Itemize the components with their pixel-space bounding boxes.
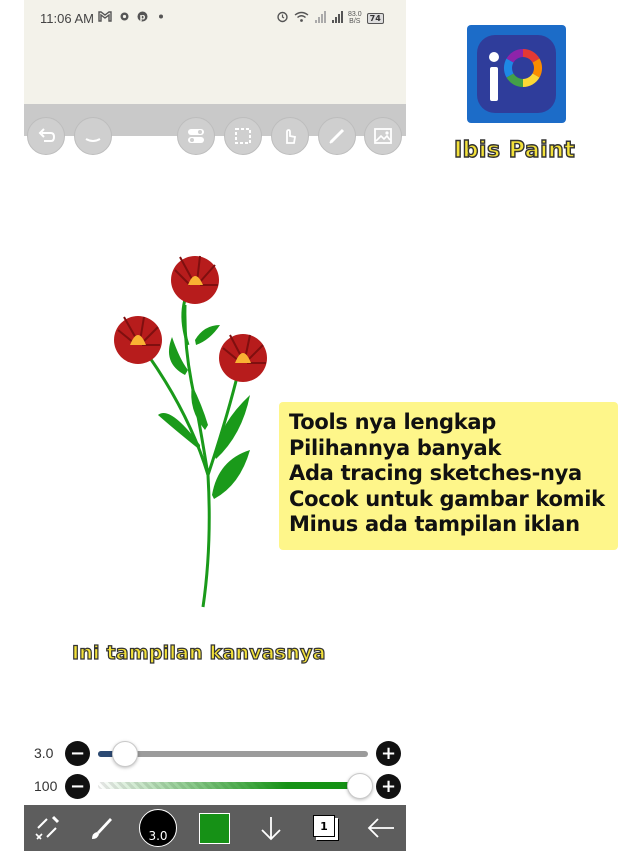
status-time: 11:06 AM — [40, 11, 94, 26]
wifi-icon — [294, 11, 309, 26]
arrow-down-icon — [257, 814, 285, 842]
brush-size-minus-button[interactable]: − — [65, 741, 90, 766]
color-swatch[interactable] — [199, 813, 230, 844]
color-wheel-icon — [477, 35, 556, 113]
image-icon — [373, 126, 393, 146]
redo-button[interactable] — [74, 117, 112, 155]
app-logo — [467, 25, 566, 123]
info-line: Tools nya lengkap — [289, 410, 497, 434]
brush-icon — [87, 814, 115, 842]
layers-button[interactable]: 1 — [313, 815, 335, 837]
pinterest-icon — [137, 11, 148, 26]
app-name: Ibis Paint — [454, 138, 576, 163]
settings-icon — [119, 11, 130, 26]
brush-size-slider[interactable] — [98, 751, 368, 757]
brush-size-value: 3.0 — [34, 745, 54, 761]
status-right-icons — [276, 10, 384, 26]
ruler-icon — [327, 126, 347, 146]
transform-icon — [33, 814, 61, 842]
back-button[interactable] — [366, 813, 396, 843]
opacity-value: 100 — [34, 778, 58, 794]
network-speed-unit: B/S — [349, 18, 361, 25]
brush-button[interactable] — [86, 813, 116, 843]
flower-head — [171, 256, 219, 304]
opacity-minus-button[interactable]: − — [65, 774, 90, 799]
opacity-slider[interactable] — [98, 782, 368, 789]
hand-icon — [280, 126, 300, 146]
network-speed-value: 83.0 — [348, 11, 362, 18]
info-line: Cocok untuk gambar komik — [289, 486, 605, 511]
opacity-thumb[interactable] — [347, 773, 373, 799]
redo-icon — [83, 126, 103, 146]
arrow-down-button[interactable] — [256, 813, 286, 843]
status-left-icons — [98, 11, 167, 26]
toggle-button[interactable] — [177, 117, 215, 155]
hand-button[interactable] — [271, 117, 309, 155]
svg-text:p: p — [139, 12, 146, 22]
bottom-toolbar — [24, 805, 406, 851]
info-line: Pilihannya banyak — [289, 435, 502, 460]
back-arrow-icon — [366, 814, 396, 842]
signal-icon — [314, 11, 326, 26]
transform-button[interactable] — [32, 813, 62, 843]
toggle-icon — [186, 126, 206, 146]
selection-button[interactable] — [224, 117, 262, 155]
flower-illustration — [100, 245, 290, 610]
alarm-icon — [276, 10, 289, 26]
canvas-drawing — [100, 245, 290, 610]
app-logo-inner — [477, 35, 556, 113]
network-speed — [348, 11, 362, 25]
info-line: Ada tracing sketches-nya — [289, 461, 582, 485]
undo-button[interactable] — [27, 117, 65, 155]
opacity-plus-button[interactable]: + — [376, 774, 401, 799]
undo-icon — [36, 126, 56, 146]
dot-icon — [155, 11, 167, 26]
gmail-icon — [98, 11, 112, 26]
brush-size-plus-button[interactable]: + — [376, 741, 401, 766]
brush-size-thumb[interactable] — [112, 741, 138, 767]
image-button[interactable] — [364, 117, 402, 155]
ruler-button[interactable] — [318, 117, 356, 155]
info-box — [279, 402, 618, 550]
battery-indicator: 74 — [367, 13, 384, 24]
flower-head — [219, 334, 267, 382]
info-line: Minus ada tampilan iklan — [289, 512, 580, 536]
signal-icon — [331, 11, 343, 26]
selection-icon — [233, 126, 253, 146]
canvas-caption: Ini tampilan kanvasnya — [72, 642, 326, 664]
flower-head — [114, 316, 162, 364]
brush-size-indicator[interactable]: 3.0 — [139, 809, 177, 847]
